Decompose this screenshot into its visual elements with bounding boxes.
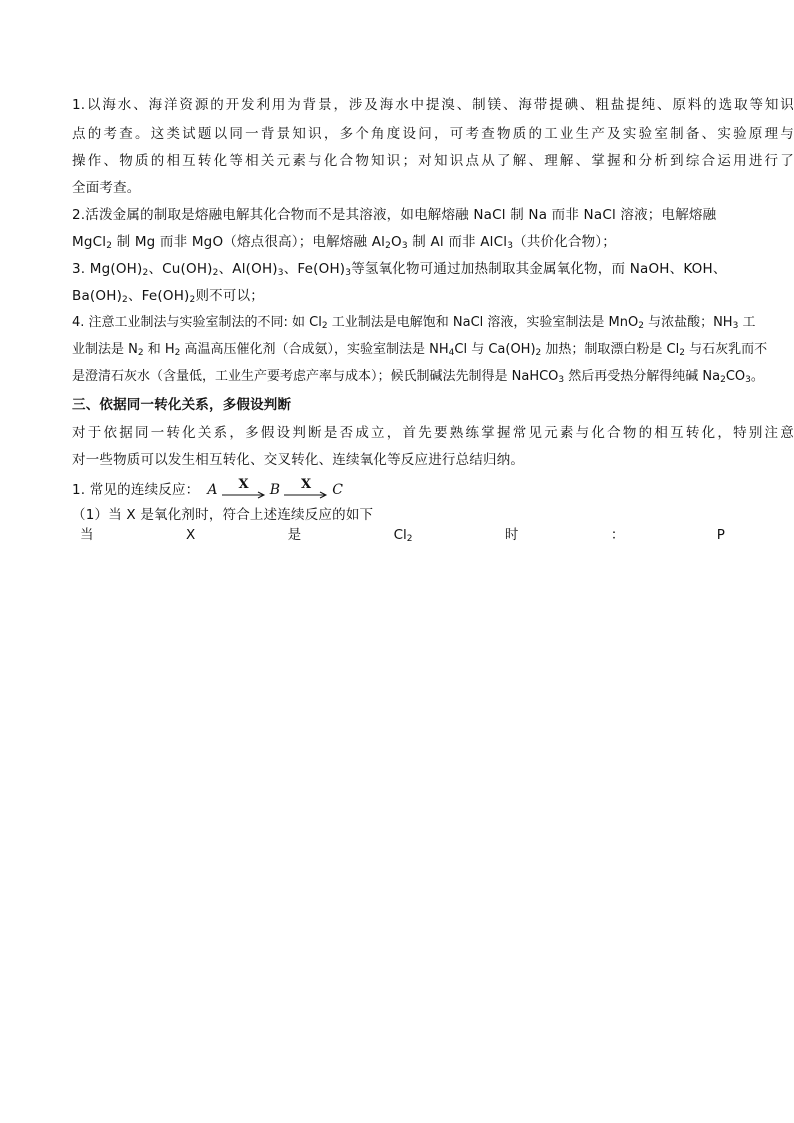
subscript: 2 [638, 321, 644, 331]
subscript: 2 [321, 321, 328, 331]
text-seg: 3. Mg(OH) [72, 261, 143, 277]
text-seg: 。 [750, 369, 764, 384]
text-seg: MgCl [72, 234, 107, 250]
text-seg: 工 [738, 315, 756, 330]
spread-word: P [716, 527, 725, 543]
text-seg: 加热；制取漂白粉是 Cl [541, 342, 680, 357]
para1-line4: 全面考查。 [72, 180, 141, 196]
sub1-line: （1）当 X 是氧化剂时，符合上述连续反应的如下 [72, 507, 374, 523]
para4-line3 [72, 368, 764, 386]
text-seg: 、Cu(OH) [148, 261, 213, 277]
text-seg: 然后再受热分解得纯碱 Na [564, 369, 721, 384]
node-a: A [207, 482, 218, 498]
subscript: 2 [122, 295, 128, 305]
text-seg: 制 Mg 而非 MgO（熔点很高）；电解熔融 Al [112, 234, 386, 250]
text-seg: 和 H [143, 342, 175, 357]
subscript: 2 [679, 348, 685, 358]
spread-word: X [185, 527, 196, 543]
text-seg: 是澄清石灰水（含量低，工业生产要考虑产率与成本）；候氏制碱法先制得是 NaHCO [72, 369, 559, 384]
subscript: 2 [720, 375, 726, 385]
text-seg: 、Fe(OH) [127, 288, 190, 304]
text-seg: 高温高压催化剂（合成氨），实验室制法是 NH [180, 342, 449, 357]
subscript: 3 [345, 268, 352, 278]
text-seg: O [391, 234, 402, 250]
subscript: 3 [732, 321, 739, 331]
section3-line1: 对于依据同一转化关系，多假设判断是否成立，首先要熟练掌握常见元素与化合物的相互转化，特别注意 [72, 425, 794, 441]
spread-word: 时 [504, 527, 519, 543]
subscript: 2 [535, 348, 542, 358]
spread-word: 是 [287, 527, 302, 543]
para1-line1: 1.以海水、海洋资源的开发利用为背景，涉及海水中提溴、制镁、海带提碘、粗盐提纯、原料的选取等知识 [72, 97, 794, 113]
text-seg: 4. 注意工业制法与实验室制法的不同: 如 Cl [72, 315, 322, 330]
node-b: B [269, 482, 281, 498]
para2-line2 [72, 233, 616, 251]
right-arrow-icon [221, 491, 267, 499]
section-heading: 三、依据同一转化关系，多假设判断 [72, 397, 292, 413]
subscript: 2 [137, 348, 144, 358]
subscript: 3 [558, 375, 565, 385]
subscript: 3 [507, 241, 514, 251]
arrow-1-label: X [238, 477, 249, 492]
item1-label: 1. 常见的连续反应： [72, 482, 200, 498]
text-seg: Ba(OH) [72, 288, 123, 304]
para1-line3: 操作、物质的相互转化等相关元素与化合物知识；对知识点从了解、理解、掌握和分析到综合运用进行了 [72, 153, 794, 169]
item1-line [72, 478, 345, 499]
spread-word: ： [610, 527, 625, 543]
subscript: 4 [448, 348, 455, 358]
section3-line2: 对一些物质可以发生相互转化、交叉转化、连续氧化等反应进行总结归纳。 [72, 452, 525, 468]
para4-line1 [72, 314, 755, 332]
subscript: 2 [406, 534, 413, 544]
node-c: C [332, 482, 344, 498]
text-seg: 、Fe(OH) [283, 261, 346, 277]
text-seg: CO [725, 369, 746, 384]
subscript: 2 [212, 268, 219, 278]
subscript: 2 [385, 241, 392, 251]
text-seg: 与浓盐酸；NH [643, 315, 733, 330]
spread-line [80, 526, 725, 544]
subscript: 2 [174, 348, 181, 358]
spread-word: 当 [80, 527, 94, 543]
text-seg: 与石灰乳而不 [684, 342, 768, 357]
subscript: 2 [142, 268, 149, 278]
spread-word [394, 526, 413, 544]
text-seg: 、Al(OH) [218, 261, 278, 277]
subscript: 3 [277, 268, 284, 278]
subscript: 3 [401, 241, 408, 251]
subscript: 3 [745, 375, 751, 385]
text-seg: Cl 与 Ca(OH) [454, 342, 536, 357]
para2-line1: 2.活泼金属的制取是熔融电解其化合物而不是其溶液，如电解熔融 NaCl 制 Na 而非 NaCl 溶液；电解熔融 [72, 207, 717, 223]
reaction-scheme [205, 478, 345, 499]
text-seg: 工业制法是电解饱和 NaCl 溶液，实验室制法是 MnO [327, 315, 639, 330]
subscript: 2 [106, 241, 113, 251]
text-seg: 则不可以； [195, 288, 264, 304]
para1-line2: 点的考查。这类试题以同一背景知识，多个角度设问，可考查物质的工业生产及实验室制备、实验原理与 [72, 126, 794, 142]
arrow-2 [283, 478, 329, 499]
text-seg: （共价化合物）； [513, 234, 617, 250]
text-seg: 等氢氧化物可通过加热制取其金属氧化物，而 NaOH、KOH、 [351, 261, 727, 277]
right-arrow-icon [283, 491, 329, 499]
text-seg: 业制法是 N [72, 342, 138, 357]
para3-line1 [72, 260, 727, 278]
arrow-2-label: X [301, 477, 312, 492]
text-seg: Cl [393, 527, 407, 543]
para3-line2 [72, 287, 264, 305]
text-seg: 制 Al 而非 AlCl [407, 234, 508, 250]
para4-line2 [72, 341, 767, 359]
subscript: 2 [189, 295, 196, 305]
arrow-1 [221, 478, 267, 499]
